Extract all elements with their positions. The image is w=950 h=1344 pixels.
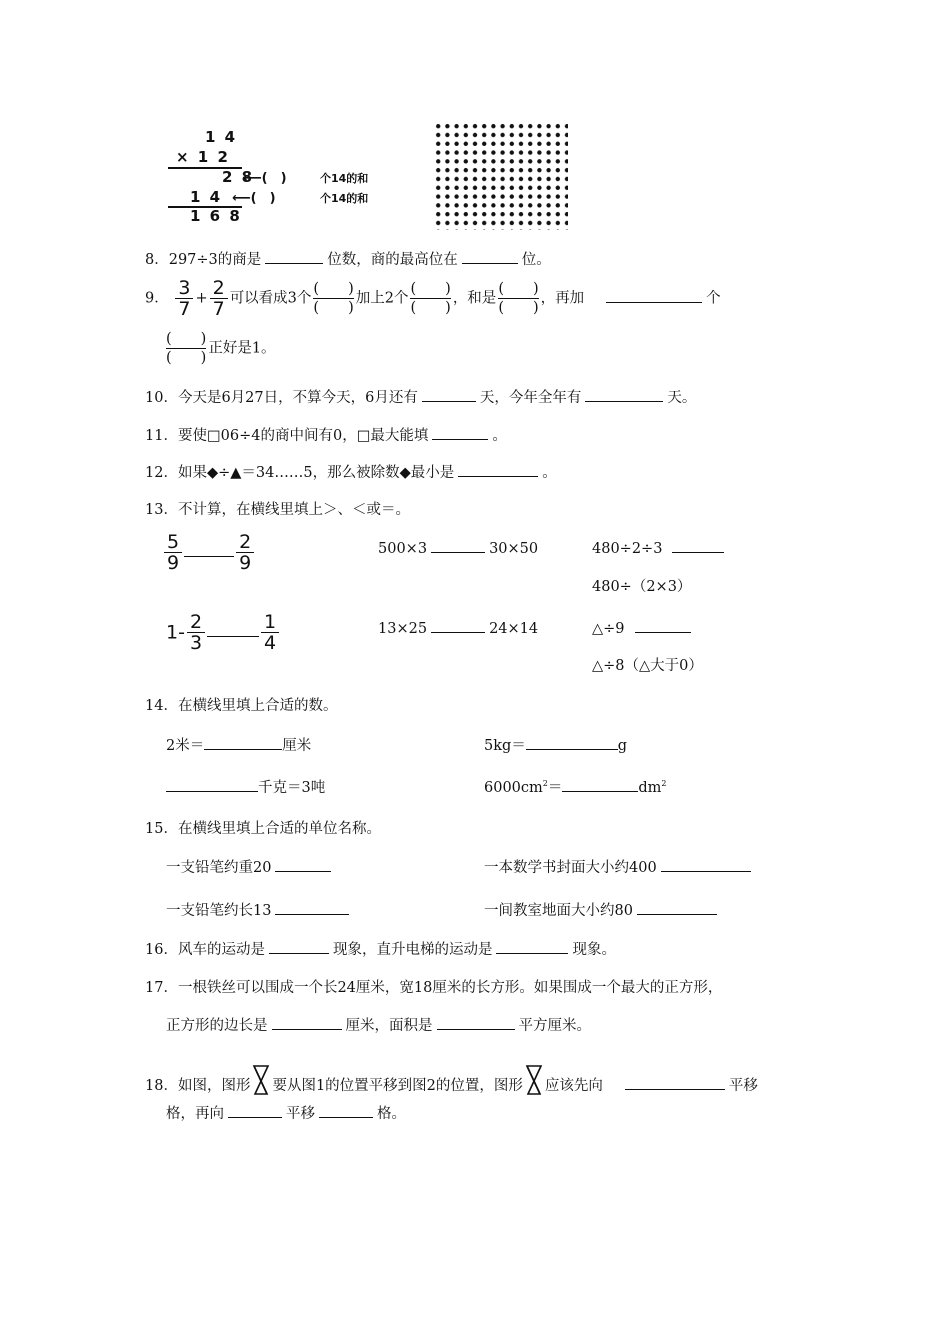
q10-blank-1[interactable] bbox=[422, 387, 476, 402]
question-8 bbox=[145, 248, 551, 269]
q18-blank-3[interactable] bbox=[319, 1103, 373, 1118]
q14-item-a: 2米＝ 厘米 bbox=[166, 734, 311, 755]
q14-item-b: 5kg＝ g bbox=[484, 734, 627, 755]
q15-blank-a[interactable] bbox=[275, 857, 331, 872]
q15-blank-b[interactable] bbox=[661, 857, 751, 872]
q13-item-4: 1- $\frac{2}{3}$ $\frac{1}{4}$ bbox=[166, 612, 281, 653]
fraction-3-7: $\frac{3}{7}$ bbox=[175, 278, 193, 319]
question-number: 16． bbox=[145, 942, 178, 958]
q15-item-b: 一本数学书封面大小约400 bbox=[484, 856, 755, 877]
q13-item-6b: △÷8（△大于0） bbox=[592, 658, 703, 674]
question-16: 16．风车的运动是 现象，直升电梯的运动是 现象。 bbox=[145, 938, 616, 959]
mult-row3: 2 8 bbox=[222, 168, 255, 186]
q8-blank-2[interactable] bbox=[462, 249, 518, 264]
q9-blank-fraction-1[interactable]: ( ) ( ) bbox=[313, 281, 354, 316]
q13-item-1: $\frac{5}{9}$ $\frac{2}{9}$ bbox=[162, 532, 256, 573]
mult-row2: × 1 2 bbox=[176, 148, 230, 166]
q14-blank-b[interactable] bbox=[526, 735, 618, 750]
hourglass-icon bbox=[525, 1064, 543, 1096]
q9-blank-fraction-3[interactable]: ( ) ( ) bbox=[498, 281, 539, 316]
q10-text-b: 天，今年全年有 bbox=[479, 390, 582, 406]
q10-text-c: 天。 bbox=[667, 390, 697, 406]
question-number: 12． bbox=[145, 465, 178, 481]
q13-item-6: △÷9 bbox=[592, 618, 695, 637]
question-17: 17．一根铁丝可以围成一个长24厘米，宽18厘米的长方形。如果围成一个最大的正方形， bbox=[145, 980, 723, 996]
q14-item-c: 千克＝3吨 bbox=[166, 776, 325, 797]
q13-blank-2[interactable] bbox=[431, 538, 485, 553]
q12-text-a: 如果◆÷▲＝34……5，那么被除数◆最小是 bbox=[177, 465, 455, 481]
question-11 bbox=[145, 424, 507, 445]
question-number: 17． bbox=[145, 980, 178, 996]
hourglass-icon bbox=[252, 1064, 270, 1096]
q9-text-b: 加上2个 bbox=[355, 290, 409, 307]
question-18-line-2: 格，再向 平移 格。 bbox=[166, 1102, 406, 1123]
question-10 bbox=[145, 386, 696, 407]
q13-item-3: 480÷2÷3 bbox=[592, 538, 728, 557]
question-9: 9． $\frac{3}{7}$ + $\frac{2}{7}$ 可以看成3个 ( ) ( ) 加上2个 ( ) ( ) ，和是 ( ) ( ) ，再加 个 bbox=[145, 277, 721, 320]
question-18: 18．如图，图形 要从图1的位置平移到图2的位置，图形 应该先向 平移 bbox=[145, 1064, 758, 1096]
q13-blank-5[interactable] bbox=[431, 618, 485, 633]
question-15-title bbox=[145, 817, 381, 838]
question-12 bbox=[145, 461, 557, 482]
q14-blank-d[interactable] bbox=[562, 777, 638, 792]
mult-row1: 1 4 bbox=[205, 128, 238, 146]
q17-blank-1[interactable] bbox=[272, 1015, 342, 1030]
q9-text-d: ，再加 bbox=[540, 290, 585, 307]
q9-blank-fraction-2[interactable]: ( ) ( ) bbox=[410, 281, 451, 316]
q13-blank-6[interactable] bbox=[635, 618, 691, 633]
q15-item-c: 一支铅笔约长13 bbox=[166, 899, 353, 920]
q15-item-d: 一间教室地面大小约80 bbox=[484, 899, 721, 920]
q13-item-2: 500×3 30×50 bbox=[378, 538, 538, 557]
q13-item-5: 13×25 24×14 bbox=[378, 618, 538, 637]
q9-text-a: 可以看成3个 bbox=[229, 290, 312, 307]
q13-blank-3[interactable] bbox=[672, 538, 724, 553]
dot-grid-figure bbox=[434, 122, 570, 230]
q18-blank-2[interactable] bbox=[228, 1103, 282, 1118]
arrow-icon: ⟵( ) bbox=[243, 171, 287, 186]
q13-item-3b: 480÷（2×3） bbox=[592, 579, 692, 595]
mult-row4: 1 4 bbox=[190, 188, 223, 206]
q11-blank[interactable] bbox=[432, 425, 488, 440]
question-14-title bbox=[145, 694, 337, 715]
q14-title: 在横线里填上合适的数。 bbox=[177, 698, 338, 714]
q13-blank-4[interactable] bbox=[207, 622, 259, 637]
q9-text-f: 正好是1。 bbox=[208, 340, 276, 357]
q14-blank-c[interactable] bbox=[166, 777, 258, 792]
question-13-title bbox=[145, 498, 410, 519]
question-number: 10． bbox=[145, 390, 178, 406]
q8-blank-1[interactable] bbox=[265, 249, 323, 264]
question-number: 9． bbox=[145, 290, 169, 307]
question-number: 15． bbox=[145, 821, 178, 837]
q9-text-e: 个 bbox=[706, 290, 721, 307]
question-9-line-2 bbox=[164, 330, 276, 367]
q17-blank-2[interactable] bbox=[437, 1015, 515, 1030]
q12-blank[interactable] bbox=[458, 462, 538, 477]
q15-title: 在横线里填上合适的单位名称。 bbox=[177, 821, 381, 837]
q18-blank-1[interactable] bbox=[625, 1075, 725, 1090]
mult-note2: 个14的和 bbox=[320, 192, 369, 205]
question-number: 18． bbox=[145, 1078, 178, 1094]
question-17-line-2: 正方形的边长是 厘米，面积是 平方厘米。 bbox=[166, 1014, 591, 1035]
arrow-icon: ⟵( ) bbox=[232, 191, 276, 206]
mult-row5: 1 6 8 bbox=[190, 207, 242, 225]
question-number: 13． bbox=[145, 502, 178, 518]
q9-blank-fraction-5[interactable]: ( ) ( ) bbox=[166, 331, 207, 366]
q16-blank-1[interactable] bbox=[269, 939, 329, 954]
q15-item-a: 一支铅笔约重20 bbox=[166, 856, 335, 877]
fraction-2-7: $\frac{2}{7}$ bbox=[210, 278, 228, 319]
q15-blank-c[interactable] bbox=[275, 900, 349, 915]
mult-note1: 个14的和 bbox=[320, 172, 369, 185]
question-number: 8． bbox=[145, 252, 169, 268]
q14-item-d: $6000cm^2= dm^2$ bbox=[484, 776, 667, 797]
q13-blank-1[interactable] bbox=[184, 542, 234, 557]
q16-blank-2[interactable] bbox=[496, 939, 568, 954]
q15-blank-d[interactable] bbox=[637, 900, 717, 915]
q8-text-a: 297÷3的商是 bbox=[168, 252, 262, 268]
q8-text-b: 位数，商的最高位在 bbox=[327, 252, 458, 268]
q10-blank-2[interactable] bbox=[585, 387, 663, 402]
question-number: 14． bbox=[145, 698, 178, 714]
q13-title: 不计算，在横线里填上＞、＜或＝。 bbox=[177, 502, 410, 518]
q9-text-c: ，和是 bbox=[452, 290, 497, 307]
q11-text-b: 。 bbox=[492, 428, 507, 444]
q9-blank-4[interactable] bbox=[606, 288, 702, 303]
q11-text-a: 要使□06÷4的商中间有0，□最大能填 bbox=[177, 428, 429, 444]
q14-blank-a[interactable] bbox=[204, 735, 282, 750]
q8-text-c: 位。 bbox=[521, 252, 551, 268]
q10-text-a: 今天是6月27日，不算今天，6月还有 bbox=[177, 390, 418, 406]
q12-text-b: 。 bbox=[542, 465, 557, 481]
question-number: 11． bbox=[145, 428, 178, 444]
